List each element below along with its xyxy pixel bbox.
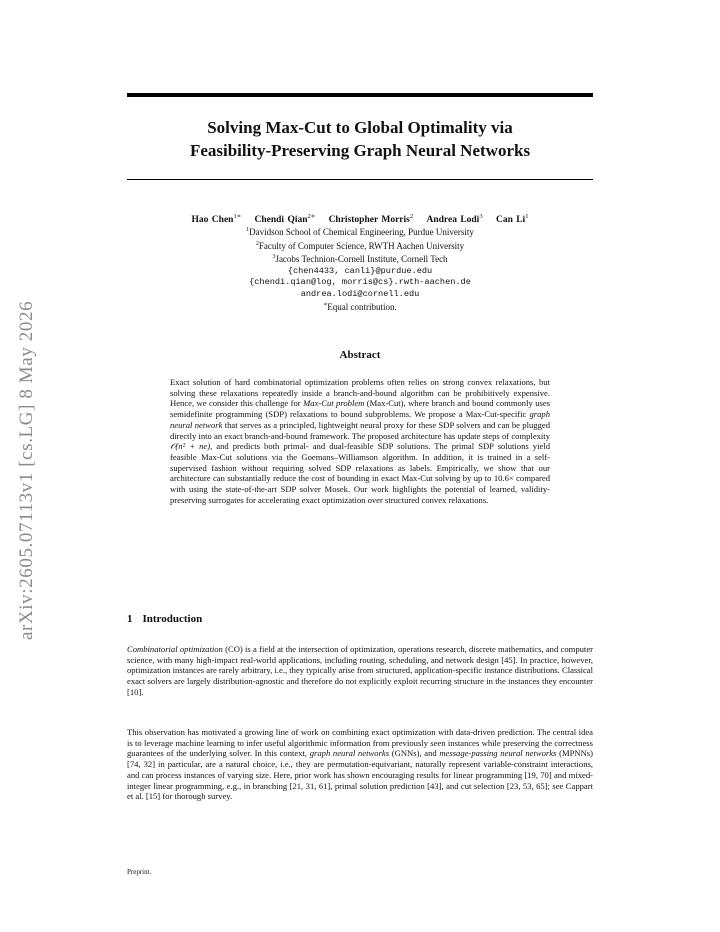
title-line-2: Feasibility-Preserving Graph Neural Networks [189, 141, 531, 160]
affiliation: $^2$Faculty of Computer Science, RWTH Aachen University [255, 240, 465, 251]
title-top-rule [127, 93, 593, 97]
author: Chendi Qian$^{2∗}$ [254, 213, 316, 226]
abstract-body: Exact solution of hard combinatorial optimization problems often relies on strong convex relaxations, but solving these relaxations repeatedly inside a branch-and-bound algorithm can be prohibitively expensive. Hence, we consider this challenge for Max-Cut problem (Max-Cut), where branch and bound commonly uses semidefinite programming (SDP) relaxations to bound subproblems. We propose a Max-Cut-specific graph neural network that serves as a principled, lightweight neural proxy for these SDP solvers and can be plugged directly into an exact branch-and-bound framework. The proposed architecture has update steps of complexity 𝒪(n² + ne), and predicts both primal- and dual-feasible SDP solutions. The primal SDP solutions yield feasible Max-Cut solutions via the Goemans–Williamson algorithm. In addition, it is trained in a self-supervised fashion without requiring solved SDP relaxations as labels. Empirically, we show that our architecture can substantially reduce the cost of bounding in exact Max-Cut solving by up to 10.6× compared with using the state-of-the-art SDP solver Mosek. Our work highlights the potential of learned, validity-preserving surrogates for accelerating exact optimization over structured convex relaxations. [170, 377, 550, 505]
intro-paragraph-1: Combinatorial optimization (CO) is a field at the intersection of optimization, operations research, discrete mathematics, and computer science, with many high-impact real-world applications, including routing, scheduling, and network design [45]. In practice, however, optimization instances are rarely arbitrary, i.e., they typically arise from structured, application-specific instance distributions. Classical exact solvers are largely distribution-agnostic and therefore do not explicitly exploit recurring structure in the instances they encounter [10]. [127, 644, 593, 697]
affiliation: $^1$Davidson School of Chemical Engineering, Purdue University [246, 227, 474, 237]
section-heading-introduction: 1 Introduction [127, 613, 203, 625]
email[interactable]: {chen4433, canli}@purdue.edu [287, 265, 433, 276]
email[interactable]: andrea.lodi@cornell.edu [300, 288, 420, 299]
author-list [120, 212, 600, 225]
author: Andrea Lodi$^3$ [426, 213, 483, 226]
author: Can Li$^1$ [495, 213, 529, 226]
footer-preprint: Preprint. [127, 868, 152, 876]
affiliation: $^3$Jacobs Technion-Cornell Institute, Cornell Tech [272, 254, 448, 264]
author: Christopher Morris$^2$ [328, 213, 414, 226]
author: Hao Chen$^{1∗}$ [191, 213, 242, 226]
affiliations [120, 225, 600, 314]
title-line-1: Solving Max-Cut to Global Optimality via [207, 118, 513, 137]
intro-paragraph-2: This observation has motivated a growing line of work on combining exact optimization with data-driven prediction. The central idea is to leverage machine learning to infer useful algorithmic information from previously seen instances while preserving the correctness guarantees of the underlying solver. In this context, graph neural networks (GNNs), and message-passing neural networks (MPNNs) [74, 32] in particular, are a natural choice, i.e., they are permutation-equivariant, naturally represent variable-constraint interactions, and can process instances of varying size. Here, prior work has shown encouraging results for linear programming [19, 70] and mixed-integer linear programming, e.g., in branching [21, 31, 61], primal solution prediction [43], and cut selection [23, 53, 65]; see Cappart et al. [15] for thorough survey. [127, 727, 593, 802]
paper-title [127, 116, 593, 162]
arxiv-stamp: arXiv:2605.07113v1 [cs.LG] 8 May 2026 [16, 300, 37, 640]
equal-contribution-note: ∗Equal contribution. [323, 302, 397, 312]
title-bottom-rule [127, 179, 593, 180]
abstract-heading: Abstract [339, 349, 381, 361]
email[interactable]: {chendi.qian@log, morris@cs}.rwth-aachen.de [249, 277, 471, 287]
